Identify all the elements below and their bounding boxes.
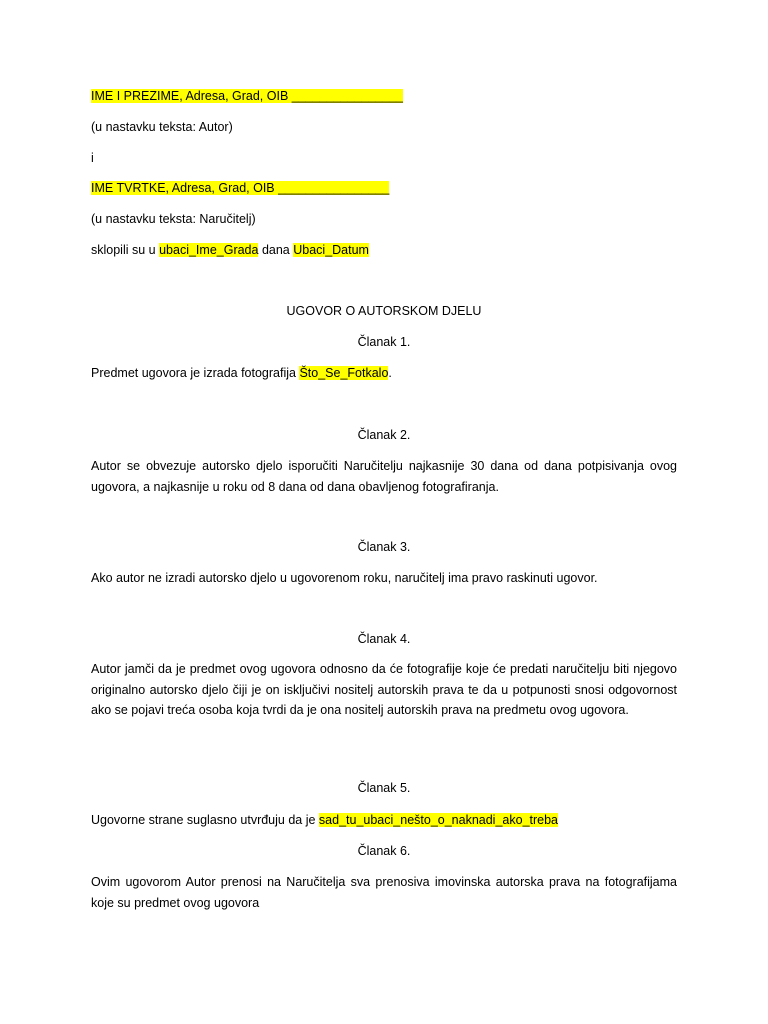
article-2-heading: Članak 2.	[357, 428, 411, 442]
party2-line	[91, 178, 677, 198]
article-5-text	[91, 810, 677, 830]
contract-title: UGOVOR O AUTORSKOM DJELU	[286, 304, 482, 318]
article-1-prefix: Predmet ugovora je izrada fotografija	[91, 366, 300, 380]
party1-note: (u nastavku teksta: Autor)	[91, 120, 233, 134]
fee-placeholder: sad_tu_ubaci_nešto_o_naknadi_ako_treba	[318, 813, 559, 827]
city-placeholder: ubaci_Ime_Grada	[159, 243, 259, 257]
article-3-heading: Članak 3.	[357, 540, 411, 554]
party1-line	[91, 86, 677, 106]
concluded-prefix: sklopili su u	[91, 243, 160, 257]
article-5-heading: Članak 5.	[357, 781, 411, 795]
article-1-suffix: .	[388, 366, 392, 380]
party2-details: IME TVRTKE, Adresa, Grad, OIB ________________	[91, 181, 390, 195]
concluded-line	[91, 240, 677, 260]
article-3-text: Ako autor ne izradi autorsko djelo u ugovorenom roku, naručitelj ima pravo raskinuti ugovor.	[91, 571, 598, 585]
date-placeholder: Ubaci_Datum	[293, 243, 369, 257]
article-6-heading: Članak 6.	[357, 844, 411, 858]
article-4-heading: Članak 4.	[357, 632, 411, 646]
article-6-text: Ovim ugovorom Autor prenosi na Naručitelja sva prenosiva imovinska autorska prava na fotografijama koje su predmet ovog ugovora	[91, 875, 677, 910]
party2-note: (u nastavku teksta: Naručitelj)	[91, 212, 256, 226]
subject-placeholder: Što_Se_Fotkalo	[299, 366, 389, 380]
article-4-text: Autor jamči da je predmet ovog ugovora odnosno da će fotografije koje će predati naručitelju biti njegovo originalno autorsko djelo čiji je on isključivi nositelj autorskih prava te da u potpunosti snosi odgovornost ako se pojavi treća osoba koja tvrdi da je ona nositelj autorskih prava na predmetu ovog ugovora.	[91, 662, 677, 717]
article-5-prefix: Ugovorne strane suglasno utvrđuju da je	[91, 813, 319, 827]
conjunction: i	[91, 151, 94, 165]
concluded-middle: dana	[258, 243, 294, 257]
article-1-text	[91, 363, 677, 383]
article-2-text: Autor se obvezuje autorsko djelo isporučiti Naručitelju najkasnije 30 dana od dana potpisivanja ovog ugovora, a najkasnije u roku od 8 dana od dana obavljenog fotografiranja.	[91, 459, 677, 494]
party1-details: IME I PREZIME, Adresa, Grad, OIB ________________	[91, 89, 403, 103]
article-1-heading: Članak 1.	[357, 335, 411, 349]
